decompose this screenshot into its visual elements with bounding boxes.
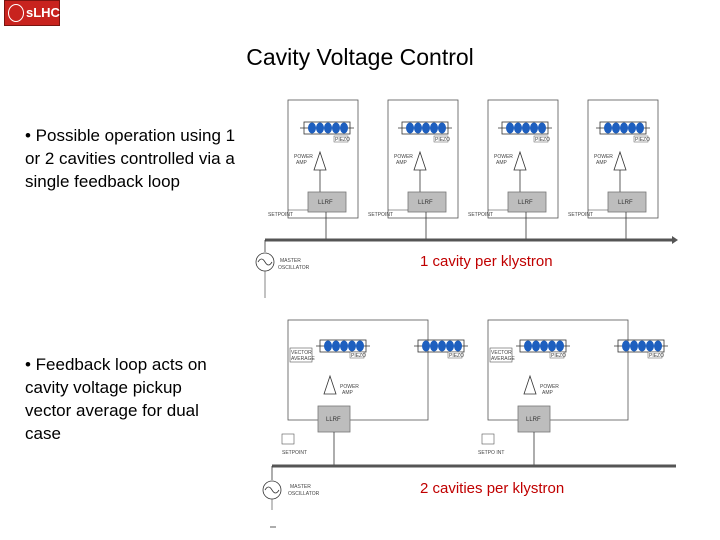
bullet-single-loop: • Possible operation using 1 or 2 cavities controlled via a single feedback loop (25, 126, 236, 191)
svg-text:LLRF: LLRF (318, 200, 333, 206)
rf-unit-1 (268, 100, 358, 240)
svg-text:POWER: POWER (540, 384, 559, 390)
logo-text: sLHC (26, 5, 60, 20)
svg-text:OSCILLATOR: OSCILLATOR (288, 491, 320, 497)
svg-text:PIEZO: PIEZO (335, 137, 351, 143)
single-cavity-diagram (256, 100, 678, 298)
svg-text:AVERAGE: AVERAGE (491, 356, 515, 362)
svg-text:AMP: AMP (596, 160, 607, 166)
svg-text:AVERAGE: AVERAGE (291, 356, 315, 362)
svg-text:SETPOINT: SETPOINT (468, 212, 494, 218)
rf-unit-2 (368, 100, 458, 240)
svg-text:PIEZO: PIEZO (435, 137, 451, 143)
svg-text:AMP: AMP (342, 390, 353, 396)
svg-text:SETPO INT: SETPO INT (478, 450, 505, 456)
svg-text:LLRF: LLRF (526, 417, 541, 423)
dual-cavity-diagram (263, 320, 676, 527)
svg-text:SETPOINT: SETPOINT (568, 212, 594, 218)
svg-text:VECTOR: VECTOR (491, 350, 512, 356)
svg-text:AMP: AMP (496, 160, 507, 166)
svg-text:MASTER: MASTER (290, 484, 311, 490)
svg-text:AMP: AMP (296, 160, 307, 166)
rf-unit-3 (468, 100, 558, 240)
svg-text:SETPOINT: SETPOINT (268, 212, 294, 218)
svg-text:LLRF: LLRF (618, 200, 633, 206)
svg-text:MASTER: MASTER (280, 258, 301, 264)
svg-text:VECTOR: VECTOR (291, 350, 312, 356)
svg-text:LLRF: LLRF (518, 200, 533, 206)
svg-text:PIEZO: PIEZO (551, 353, 567, 359)
bullet-feedback-vector: • Feedback loop acts on cavity voltage pickup vector average for dual case (25, 355, 207, 443)
svg-text:SETPOINT: SETPOINT (368, 212, 394, 218)
slide-title: Cavity Voltage Control (246, 44, 474, 70)
caption-one-cavity: 1 cavity per klystron (420, 253, 553, 270)
svg-text:AMP: AMP (396, 160, 407, 166)
svg-text:AMP: AMP (542, 390, 553, 396)
svg-text:POWER: POWER (394, 154, 413, 160)
svg-text:PIEZO: PIEZO (449, 353, 465, 359)
svg-text:PIEZO: PIEZO (635, 137, 651, 143)
rf-unit-4 (568, 100, 658, 240)
svg-text:LLRF: LLRF (326, 417, 341, 423)
svg-text:OSCILLATOR: OSCILLATOR (278, 265, 310, 271)
svg-text:PIEZO: PIEZO (535, 137, 551, 143)
svg-text:POWER: POWER (294, 154, 313, 160)
rf-pair-2 (478, 320, 668, 466)
svg-text:POWER: POWER (340, 384, 359, 390)
svg-text:POWER: POWER (594, 154, 613, 160)
svg-text:LLRF: LLRF (418, 200, 433, 206)
svg-text:SETPOINT: SETPOINT (282, 450, 308, 456)
rf-pair-1 (282, 320, 468, 466)
svg-text:PIEZO: PIEZO (351, 353, 367, 359)
svg-text:POWER: POWER (494, 154, 513, 160)
svg-text:PIEZO: PIEZO (649, 353, 665, 359)
caption-two-cavities: 2 cavities per klystron (420, 480, 565, 497)
